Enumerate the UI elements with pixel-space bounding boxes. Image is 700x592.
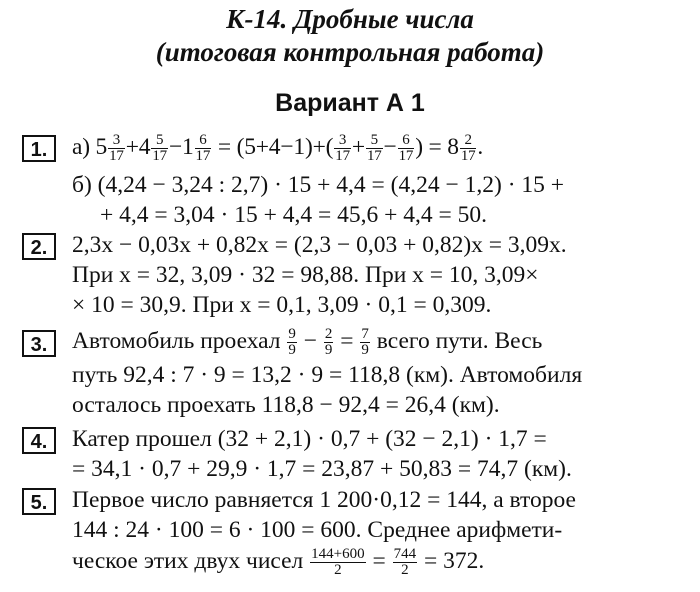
- problem-1-line-b1: б) (4,24 − 3,24 : 2,7) · 15 + 4,4 = (4,24 − 1,2) · 15 +: [72, 172, 565, 198]
- text-segment: +: [351, 134, 365, 160]
- title-line-1: К-14. Дробные числа: [226, 4, 474, 34]
- fraction: [287, 327, 297, 358]
- problem-5-line-1: Первое число равняется 1 200·0,12 = 144, а второе: [72, 487, 576, 513]
- fraction: [151, 133, 168, 164]
- text-segment: −: [303, 328, 318, 354]
- text-segment: Автомобиль проехал: [72, 328, 281, 354]
- text-segment: =: [372, 548, 386, 574]
- problem-1-a-label: а): [72, 134, 90, 160]
- title-line-2: (итоговая контрольная работа): [155, 37, 545, 67]
- numerator: 2: [460, 133, 477, 149]
- denominator: 9: [324, 342, 333, 359]
- denominator: 17: [195, 148, 211, 165]
- denominator: 2: [334, 562, 342, 579]
- text-segment: 5: [95, 134, 108, 160]
- numerator: 9: [288, 326, 296, 343]
- problem-2-line-3: × 10 = 30,9. При x = 0,1, 3,09 · 0,1 = 0,309.: [72, 292, 492, 318]
- denominator: 17: [398, 148, 414, 165]
- text-segment: +4: [125, 134, 151, 160]
- denominator: 17: [152, 148, 167, 165]
- problem-number-1: 1.: [22, 135, 56, 162]
- denominator: 17: [460, 148, 476, 165]
- fraction: [366, 133, 383, 164]
- fraction: [310, 547, 365, 578]
- text-segment: всего пути. Весь: [376, 328, 543, 354]
- problem-3-line-1: [72, 326, 542, 358]
- problem-number-2: 2.: [22, 233, 56, 260]
- fraction: [460, 133, 477, 164]
- text-segment: =: [340, 328, 354, 354]
- problem-5-line-3: [72, 546, 484, 578]
- denominator: 9: [361, 342, 369, 359]
- text-segment: ческое этих двух чисел: [72, 548, 304, 574]
- numerator: 6: [195, 133, 212, 149]
- numerator: 6: [398, 133, 415, 149]
- problem-4-line-2: = 34,1 · 0,7 + 29,9 · 1,7 = 23,87 + 50,83 = 74,7 (км).: [72, 456, 572, 482]
- problem-4-line-1: Катер прошел (32 + 2,1) · 0,7 + (32 − 2,1) · 1,7 =: [72, 426, 547, 452]
- fraction: [398, 133, 415, 164]
- problem-number-4: 4.: [22, 427, 56, 454]
- text-segment: −1: [168, 134, 194, 160]
- variant-heading: Вариант А 1: [275, 89, 425, 117]
- numerator: 3: [108, 133, 125, 149]
- numerator: 3: [334, 133, 351, 149]
- numerator: 744: [393, 546, 417, 563]
- denominator: 17: [335, 148, 350, 165]
- problem-3-line-2: путь 92,4 : 7 · 9 = 13,2 · 9 = 118,8 (км). Автомобиля: [72, 362, 583, 388]
- numerator: 2: [324, 326, 333, 343]
- text-segment: .: [477, 134, 484, 160]
- problem-number-3: 3.: [22, 330, 56, 357]
- text-segment: −: [383, 134, 397, 160]
- denominator: 2: [401, 562, 409, 579]
- numerator: 7: [361, 326, 369, 343]
- denominator: 9: [288, 342, 296, 359]
- fraction: [393, 547, 418, 578]
- text-segment: = 372.: [424, 548, 485, 574]
- problem-5-line-2: 144 : 24 · 100 = 6 · 100 = 600. Среднее арифмети-: [72, 517, 563, 543]
- numerator: 144+600: [311, 546, 365, 563]
- fraction: [108, 133, 125, 164]
- text-segment: ) = 8: [415, 134, 459, 160]
- numerator: 5: [366, 133, 383, 149]
- problem-1-line-a: [72, 132, 483, 164]
- problem-3-line-3: осталось проехать 118,8 − 92,4 = 26,4 (км).: [72, 392, 500, 418]
- denominator: 17: [109, 148, 124, 165]
- fraction: [324, 327, 334, 358]
- fraction: [334, 133, 351, 164]
- text-segment: = (5+4−1)+(: [217, 134, 334, 160]
- problem-number-5: 5.: [22, 488, 56, 515]
- problem-2-line-2: При x = 32, 3,09 · 32 = 98,88. При x = 10, 3,09×: [72, 262, 539, 288]
- denominator: 17: [366, 148, 382, 165]
- fraction: [360, 327, 370, 358]
- problem-2-line-1: 2,3x − 0,03x + 0,82x = (2,3 − 0,03 + 0,82)x = 3,09x.: [72, 232, 567, 258]
- fraction: [195, 133, 212, 164]
- numerator: 5: [151, 133, 168, 149]
- problem-1-line-b2: + 4,4 = 3,04 · 15 + 4,4 = 45,6 + 4,4 = 50.: [100, 202, 487, 228]
